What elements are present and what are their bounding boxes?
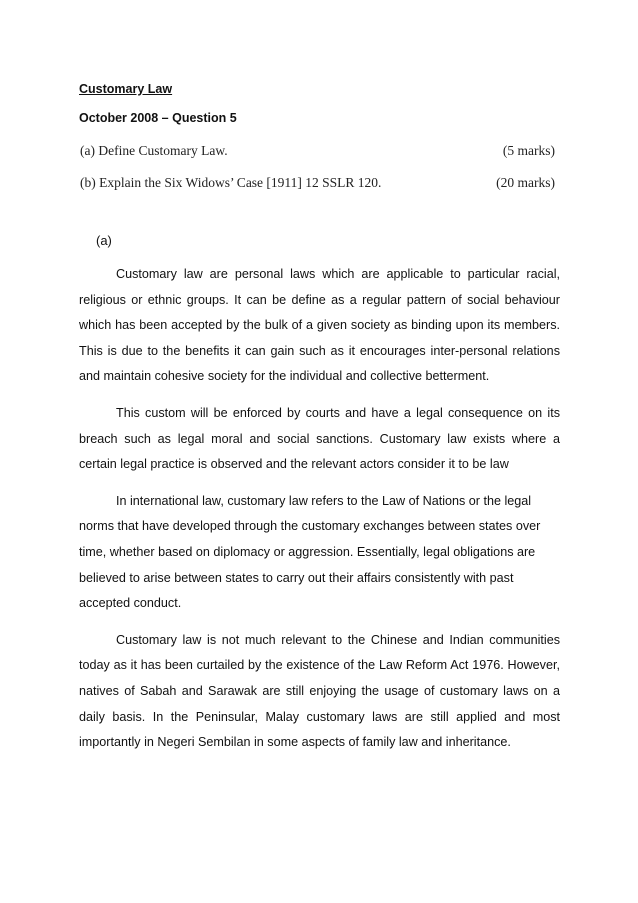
paragraph-1: Customary law are personal laws which are applicable to particular racial, religious or ethnic groups. It can be define as a regular pattern of social behaviour which has been accepted by the bulk of a given society as binding upon its members. This is due to the benefits it can gain such as it encourages inter-personal relations and maintain cohesive society for the individual and collective betterment.: [79, 267, 560, 384]
question-b-marks: (20 marks): [496, 175, 555, 190]
question-a-marks: (5 marks): [502, 143, 555, 158]
answer-part-label: (a): [96, 233, 112, 248]
paragraph-4: Customary law is not much relevant to the Chinese and Indian communities today as it has been curtailed by the existence of the Law Reform Act 1976. However, natives of Sabah and Sarawak are still enjoying the usage of customary laws on a daily basis. In the Peninsular, Malay customary laws are still applied and most importantly in Negeri Sembilan in some aspects of family law and inheritance.: [79, 632, 560, 750]
question-b-text: (b) Explain the Six Widows’ Case [1911] 12 SSLR 120.: [80, 175, 382, 190]
paragraph-3: In international law, customary law refers to the Law of Nations or the legal norms that have developed through the customary exchanges between states over time, whether based on diplomacy or aggression. Essentially, legal obligations are believed to arise between states to carry out their affairs consistently with past accepted conduct.: [79, 493, 541, 611]
question-a-text: (a) Define Customary Law.: [80, 143, 228, 158]
paragraph-2: This custom will be enforced by courts and have a legal consequence on its breach such as legal moral and social sanctions. Customary law exists where a certain legal practice is observed and the relevant actors consider it to be law: [79, 405, 560, 472]
document-title: Customary Law: [79, 82, 173, 96]
question-b: [80, 175, 555, 191]
question-a: [80, 143, 555, 159]
document-subtitle: October 2008 – Question 5: [79, 111, 237, 125]
answer-body: [79, 262, 560, 767]
